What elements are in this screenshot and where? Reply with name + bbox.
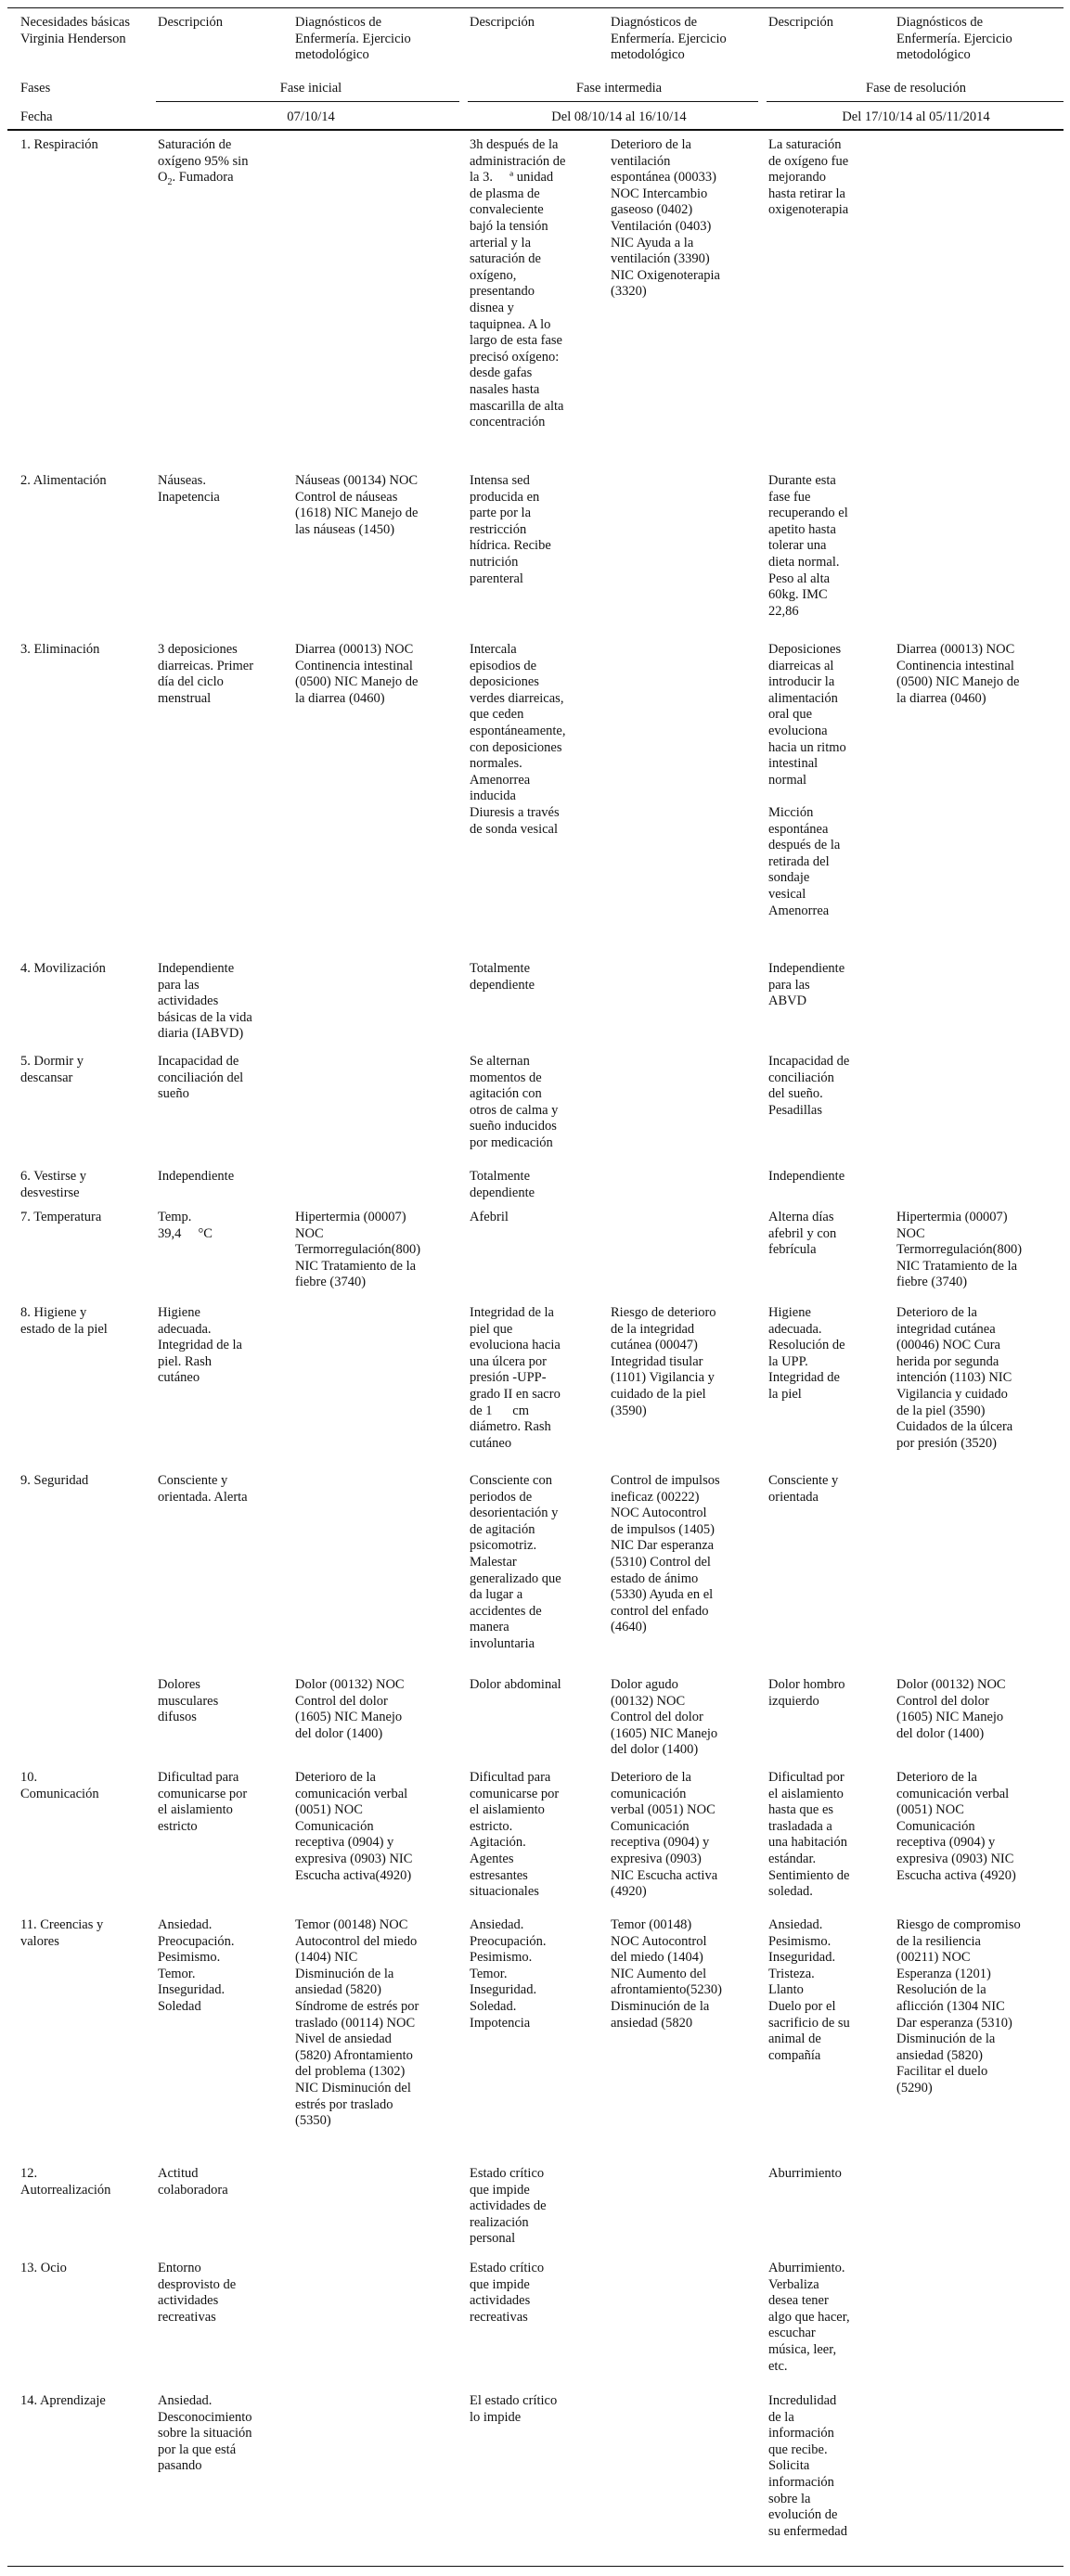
resolution-diagnosis-cell: Deterioro de la comunicación verbal (0051) NOC Comunicación receptiva (0904) y expresiva (0903) NIC Escucha activa (4920) <box>896 1770 1016 1883</box>
resolution-description-cell: Ansiedad. Pesimismo. Inseguridad. Tristeza. Llanto Duelo por el sacrificio de su animal de compañía <box>768 1917 850 2063</box>
need-cell: 1. Respiración <box>20 137 98 152</box>
phase-resolution-underline <box>767 101 1064 102</box>
intermediate-description-cell: Ansiedad. Preocupación. Pesimismo. Temor. Inseguridad. Soledad. Impotencia <box>470 1917 547 2031</box>
initial-description-cell: Temp. 39,4 °C <box>158 1210 213 1241</box>
intermediate-description-cell: Intercala episodios de deposiciones verdes diarreicas, que ceden espontáneamente, con deposiciones normales. Amenorrea inducida Diuresis a través de sonda vesical <box>470 642 566 837</box>
table-bottom-rule <box>7 2566 1064 2567</box>
initial-description-cell: Ansiedad. Preocupación. Pesimismo. Temor. Inseguridad. Soledad <box>158 1917 235 2014</box>
resolution-description-cell: Independiente <box>768 1169 845 1184</box>
initial-description-cell: Consciente y orientada. Alerta <box>158 1473 248 1505</box>
resolution-description-cell: Durante esta fase fue recuperando el apetito hasta tolerar una dieta normal. Peso al alta 60kg. IMC 22,86 <box>768 473 848 619</box>
phases-label: Fases <box>20 81 51 96</box>
resolution-diagnosis-cell: Dolor (00132) NOC Control del dolor (1605) NIC Manejo del dolor (1400) <box>896 1677 1006 1741</box>
table-row <box>7 1770 1064 1909</box>
resolution-diagnosis-cell: Diarrea (00013) NOC Continencia intestinal (0500) NIC Manejo de la diarrea (0460) <box>896 642 1020 706</box>
initial-diagnosis-cell: Temor (00148) NOC Autocontrol del miedo (1404) NIC Disminución de la ansiedad (5820) Síndrome de estrés por traslado (00114) NOC Nivel de ansiedad (5820) Afrontamiento del problema (1302) NIC Disminución del estrés por traslado (5350) <box>295 1917 419 2129</box>
resolution-description-cell: Dificultad por el aislamiento hasta que es trasladada a una habitación estándar. Sentimiento de soledad. <box>768 1770 850 1900</box>
table-row <box>7 961 1064 1050</box>
resolution-description-cell: Aburrimiento <box>768 2166 842 2181</box>
resolution-description-cell: Independiente para las ABVD <box>768 961 845 1009</box>
table-row <box>7 1305 1064 1467</box>
need-cell: 6. Vestirse y desvestirse <box>20 1169 87 1200</box>
resolution-description-cell: Alterna días afebril y con febrícula <box>768 1210 837 1258</box>
table-row <box>7 1169 1064 1206</box>
dates-row <box>7 109 1064 130</box>
header-needs: Necesidades básicas Virginia Henderson <box>20 15 130 46</box>
phase-initial: Fase inicial <box>279 81 342 96</box>
need-cell: 8. Higiene y estado de la piel <box>20 1305 108 1337</box>
initial-description-cell: 3 deposiciones diarreicas. Primer día del ciclo menstrual <box>158 642 254 706</box>
initial-diagnosis-cell: Dolor (00132) NOC Control del dolor (1605) NIC Manejo del dolor (1400) <box>295 1677 405 1741</box>
intermediate-diagnosis-cell: Riesgo de deterioro de la integridad cutánea (00047) Integridad tisular (1101) Vigilancia y cuidado de la piel (3590) <box>611 1305 716 1418</box>
phase-initial-underline <box>156 101 459 102</box>
intermediate-description-cell: Integridad de la piel que evoluciona hacia una úlcera por presión -UPP- grado II en sacro de 1 cm diámetro. Rash cutáneo <box>470 1305 561 1451</box>
need-cell: 11. Creencias y valores <box>20 1917 104 1949</box>
date-initial: 07/10/14 <box>287 109 335 124</box>
initial-description-cell: Higiene adecuada. Integridad de la piel. Rash cutáneo <box>158 1305 242 1386</box>
intermediate-description-cell: Dolor abdominal <box>470 1677 561 1692</box>
resolution-description-cell: Incredulidad de la información que recibe. Solicita información sobre la evolución de su enfermedad <box>768 2393 847 2539</box>
header-diagnosis-intermediate: Diagnósticos de Enfermería. Ejercicio metodológico <box>611 15 727 63</box>
resolution-diagnosis-cell: Hipertermia (00007) NOC Termorregulación(800) NIC Tratamiento de la fiebre (3740) <box>896 1210 1023 1290</box>
date-resolution: Del 17/10/14 al 05/11/2014 <box>842 109 990 124</box>
need-cell: 3. Eliminación <box>20 642 100 657</box>
intermediate-description-cell: Totalmente dependiente <box>470 961 535 993</box>
table-row <box>7 1677 1064 1764</box>
table-row <box>7 2393 1064 2560</box>
need-cell: 7. Temperatura <box>20 1210 102 1224</box>
header-description-intermediate: Descripción <box>470 15 535 30</box>
initial-description-cell <box>158 137 288 186</box>
table-row <box>7 1473 1064 1672</box>
header-bottom-rule <box>7 129 1064 131</box>
resolution-description-cell: Deposiciones diarreicas al introducir la alimentación oral que evoluciona hacia un ritmo intestinal normal Micción espontánea después de la retirada del sondaje vesical Amenorrea <box>768 642 846 918</box>
dates-label: Fecha <box>20 109 53 124</box>
phase-intermediate-underline <box>468 101 758 102</box>
initial-diagnosis-cell: Diarrea (00013) NOC Continencia intestinal (0500) NIC Manejo de la diarrea (0460) <box>295 642 419 706</box>
table-row <box>7 2261 1064 2386</box>
intermediate-description-cell: Se alternan momentos de agitación con otros de calma y sueño inducidos por medicación <box>470 1054 559 1150</box>
column-header-row <box>7 15 1064 80</box>
intermediate-description-cell: Estado crítico que impide actividades de realización personal <box>470 2166 547 2247</box>
header-description-initial: Descripción <box>158 15 224 30</box>
initial-description-cell: Independiente <box>158 1169 235 1184</box>
intermediate-description-cell: Afebril <box>470 1210 509 1224</box>
resolution-description-cell: Aburrimiento. Verbaliza desea tener algo que hacer, escuchar música, leer, etc. <box>768 2261 850 2374</box>
table-row <box>7 642 1064 963</box>
resolution-description-cell: Higiene adecuada. Resolución de la UPP. Integridad de la piel <box>768 1305 845 1402</box>
intermediate-diagnosis-cell: Deterioro de la ventilación espontánea (00033) NOC Intercambio gaseoso (0402) Ventilación (0403) NIC Ayuda a la ventilación (3390) NIC Oxigenoterapia (3320) <box>611 137 720 300</box>
header-diagnosis-resolution: Diagnósticos de Enfermería. Ejercicio metodológico <box>896 15 1012 63</box>
initial-diagnosis-cell: Hipertermia (00007) NOC Termorregulación(800) NIC Tratamiento de la fiebre (3740) <box>295 1210 421 1290</box>
initial-description-cell: Independiente para las actividades básicas de la vida diaria (IABVD) <box>158 961 252 1042</box>
initial-description-text: Saturación de oxígeno 95% sin O <box>158 137 249 186</box>
initial-description-cell: Dolores musculares difusos <box>158 1677 219 1725</box>
initial-description-cell: Ansiedad. Desconocimiento sobre la situación por la que está pasando <box>158 2393 252 2474</box>
need-cell: 5. Dormir y descansar <box>20 1054 84 1085</box>
initial-description-text-end: . Fumadora <box>172 170 234 186</box>
resolution-diagnosis-cell: Deterioro de la integridad cutánea (00046) NOC Cura herida por segunda intención (1103) NIC Vigilancia y cuidado de la piel (3590) Cuidados de la úlcera por presión (3520) <box>896 1305 1013 1451</box>
phases-row <box>7 81 1064 101</box>
initial-description-cell: Entorno desprovisto de actividades recreativas <box>158 2261 237 2325</box>
intermediate-description-cell: Totalmente dependiente <box>470 1169 535 1200</box>
initial-diagnosis-cell: Náuseas (00134) NOC Control de náuseas (1618) NIC Manejo de las náuseas (1450) <box>295 473 419 537</box>
need-cell: 9. Seguridad <box>20 1473 89 1488</box>
intermediate-diagnosis-cell: Deterioro de la comunicación verbal (0051) NOC Comunicación receptiva (0904) y expresiva (0903) NIC Escucha activa (4920) <box>611 1770 718 1900</box>
initial-description-cell: Incapacidad de conciliación del sueño <box>158 1054 244 1102</box>
intermediate-diagnosis-cell: Temor (00148) NOC Autocontrol del miedo (1404) NIC Aumento del afrontamiento(5230) Disminución de la ansiedad (5820 <box>611 1917 722 2031</box>
oxygen-subscript: 2 <box>167 177 173 186</box>
intermediate-diagnosis-cell: Dolor agudo (00132) NOC Control del dolor (1605) NIC Manejo del dolor (1400) <box>611 1677 718 1758</box>
resolution-diagnosis-cell: Riesgo de compromiso de la resiliencia (00211) NOC Esperanza (1201) Resolución de la aflicción (1304 NIC Dar esperanza (5310) Disminución de la ansiedad (5820) Facilitar el duelo (5290) <box>896 1917 1021 2095</box>
resolution-description-cell: Incapacidad de conciliación del sueño. Pesadillas <box>768 1054 850 1118</box>
intermediate-description-cell: Intensa sed producida en parte por la restricción hídrica. Recibe nutrición parenteral <box>470 473 551 586</box>
initial-description-cell: Náuseas. Inapetencia <box>158 473 220 505</box>
need-cell: 12. Autorrealización <box>20 2166 111 2198</box>
intermediate-description-cell: Consciente con periodos de desorientación y de agitación psicomotriz. Malestar generalizado que da lugar a accidentes de manera involuntaria <box>470 1473 561 1651</box>
need-cell: 10. Comunicación <box>20 1770 99 1801</box>
table-row <box>7 2166 1064 2259</box>
intermediate-diagnosis-cell: Control de impulsos ineficaz (00222) NOC Autocontrol de impulsos (1405) NIC Dar esperanza (5310) Control del estado de ánimo (5330) Ayuda en el control del enfado (4640) <box>611 1473 720 1635</box>
intermediate-description-cell: 3h después de la administración de la 3. ª unidad de plasma de convaleciente bajó la tensión arterial y la saturación de oxígeno, presentando disnea y taquipnea. A lo largo de esta fase precisó oxígeno: desde gafas nasales hasta mascarilla de alta concentración <box>470 137 566 430</box>
table-row <box>7 137 1064 464</box>
table-row <box>7 1054 1064 1163</box>
table-top-rule <box>7 7 1064 8</box>
initial-description-cell: Actitud colaboradora <box>158 2166 228 2198</box>
resolution-description-cell: La saturación de oxígeno fue mejorando hasta retirar la oxigenoterapia <box>768 137 849 218</box>
intermediate-description-cell: El estado crítico lo impide <box>470 2393 558 2425</box>
intermediate-description-cell: Dificultad para comunicarse por el aislamiento estricto. Agitación. Agentes estresantes situacionales <box>470 1770 560 1900</box>
need-cell: 13. Ocio <box>20 2261 67 2275</box>
need-cell: 2. Alimentación <box>20 473 107 488</box>
table-row <box>7 1917 1064 2170</box>
need-cell: 4. Movilización <box>20 961 106 976</box>
resolution-description-cell: Dolor hombro izquierdo <box>768 1677 845 1709</box>
phase-resolution: Fase de resolución <box>866 81 966 96</box>
resolution-description-cell: Consciente y orientada <box>768 1473 839 1505</box>
initial-diagnosis-cell: Deterioro de la comunicación verbal (0051) NOC Comunicación receptiva (0904) y expresiva (0903) NIC Escucha activa(4920) <box>295 1770 413 1883</box>
header-description-resolution: Descripción <box>768 15 834 30</box>
intermediate-description-cell: Estado crítico que impide actividades recreativas <box>470 2261 545 2325</box>
initial-description-cell: Dificultad para comunicarse por el aislamiento estricto <box>158 1770 248 1834</box>
date-intermediate: Del 08/10/14 al 16/10/14 <box>551 109 687 124</box>
table-row <box>7 473 1064 631</box>
phase-intermediate: Fase intermedia <box>575 81 663 96</box>
header-diagnosis-initial: Diagnósticos de Enfermería. Ejercicio metodológico <box>295 15 411 63</box>
need-cell: 14. Aprendizaje <box>20 2393 106 2408</box>
table-row <box>7 1210 1064 1302</box>
